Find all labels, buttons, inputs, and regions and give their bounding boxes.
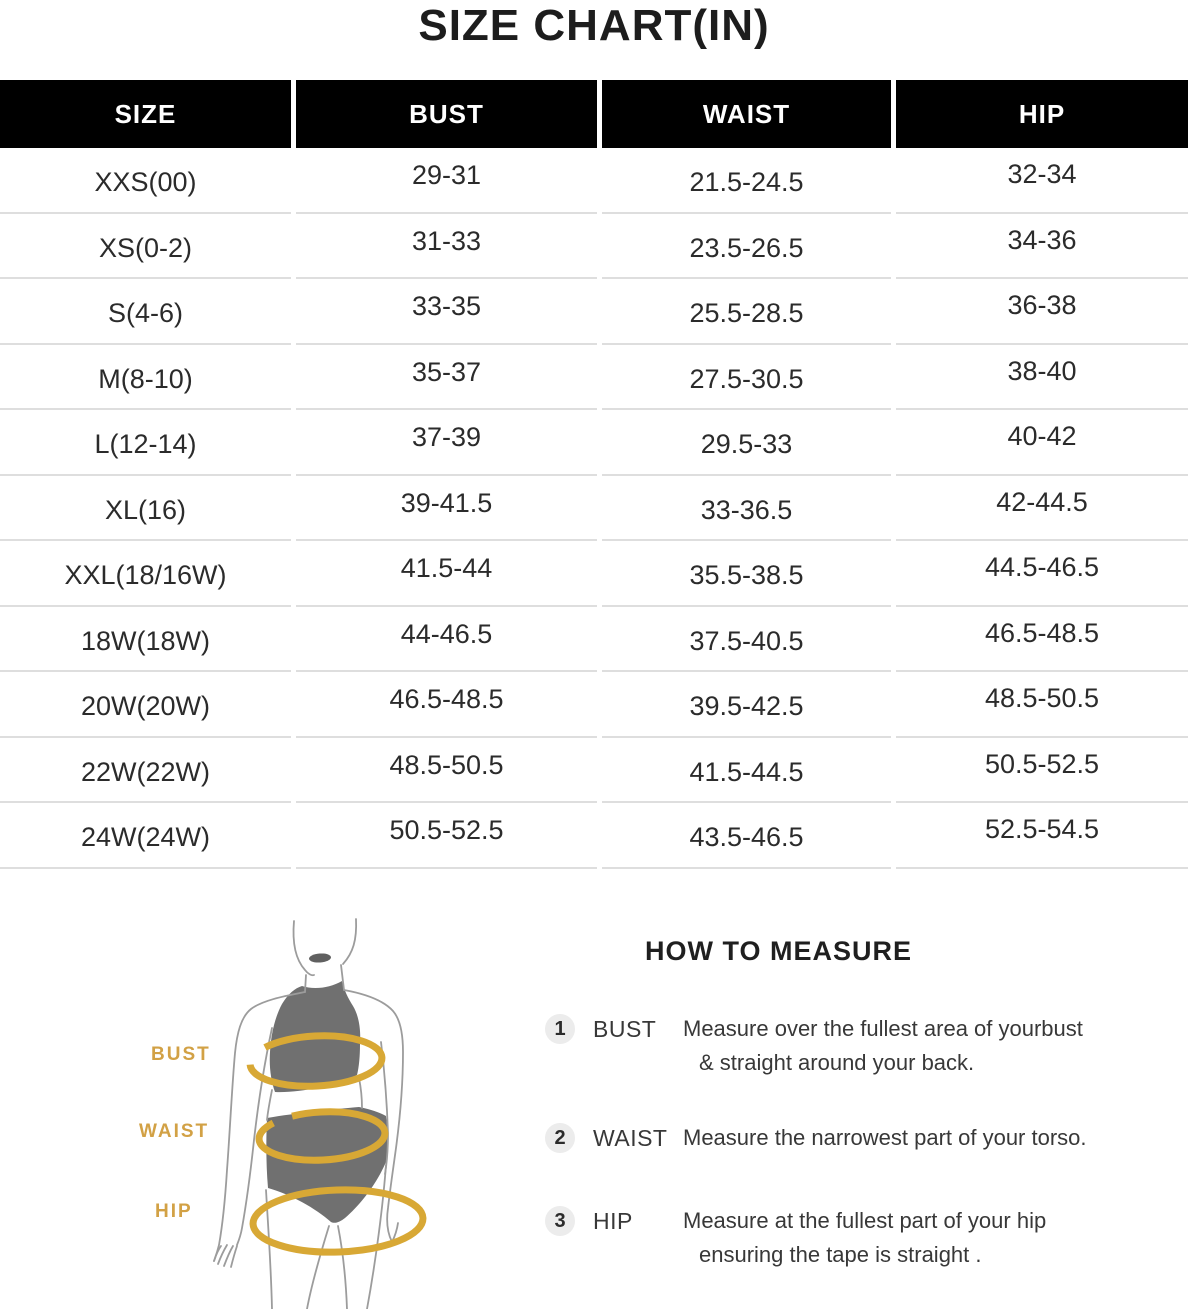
table-row	[0, 803, 1188, 869]
cell-text: 44-46.5	[400, 618, 493, 649]
table-cell	[296, 738, 597, 804]
table-cell	[602, 148, 891, 214]
table-cell	[0, 148, 291, 214]
column-header-size: SIZE	[0, 80, 291, 148]
table-row	[0, 148, 1188, 214]
step-number-badge: 1	[545, 1014, 575, 1044]
table-row	[0, 541, 1188, 607]
table-cell	[896, 672, 1188, 738]
measure-step-description	[683, 1012, 1083, 1080]
cell-text: 21.5-24.5	[689, 167, 804, 198]
table-cell	[296, 476, 597, 542]
table-cell	[896, 279, 1188, 345]
table-cell	[602, 672, 891, 738]
cell-text: XL(16)	[104, 494, 187, 525]
cell-text: XS(0-2)	[98, 232, 193, 263]
description-line: ensuring the tape is straight .	[699, 1242, 982, 1267]
table-row	[0, 279, 1188, 345]
cell-text: 42-44.5	[996, 486, 1088, 517]
cell-text: 29.5-33	[700, 429, 793, 460]
cell-text: 41.5-44.5	[689, 756, 804, 787]
figure-label-hip: HIP	[155, 1201, 193, 1222]
table-cell	[602, 738, 891, 804]
cell-text: 25.5-28.5	[689, 298, 804, 329]
cell-text: 31-33	[411, 225, 482, 256]
table-cell	[0, 803, 291, 869]
description-line: Measure the narrowest part of your torso.	[683, 1125, 1087, 1150]
table-row	[0, 410, 1188, 476]
page-title: SIZE CHART(IN)	[418, 1, 770, 50]
table-cell	[296, 541, 597, 607]
measure-step-description	[683, 1121, 1087, 1155]
table-row	[0, 214, 1188, 280]
cell-text: 24W(24W)	[80, 822, 210, 853]
description-line: & straight around your back.	[699, 1050, 975, 1075]
table-row	[0, 738, 1188, 804]
step-number-badge: 2	[545, 1123, 575, 1153]
table-cell	[0, 214, 291, 280]
size-table-header	[0, 80, 1188, 148]
measure-step-waist	[545, 1121, 1087, 1155]
cell-text: 41.5-44	[400, 553, 493, 584]
size-table-body	[0, 148, 1188, 869]
table-cell	[0, 410, 291, 476]
how-to-measure-heading: HOW TO MEASURE	[645, 936, 913, 966]
cell-text: 33-36.5	[700, 494, 793, 525]
cell-text: S(4-6)	[107, 298, 183, 329]
cell-text: L(12-14)	[94, 429, 197, 460]
cell-text: 23.5-26.5	[689, 232, 804, 263]
measure-step-bust	[545, 1012, 1083, 1080]
figure-label-waist: WAIST	[139, 1121, 210, 1142]
cell-text: 39-41.5	[400, 487, 493, 518]
table-cell	[0, 345, 291, 411]
size-table	[0, 80, 1188, 869]
table-cell	[602, 410, 891, 476]
table-cell	[0, 672, 291, 738]
cell-text: 52.5-54.5	[984, 814, 1100, 845]
measure-step-label: HIP	[593, 1208, 633, 1234]
cell-text: 39.5-42.5	[689, 691, 804, 722]
figure-label-bust: BUST	[151, 1044, 211, 1065]
cell-text: 37-39	[411, 422, 482, 453]
table-cell	[896, 541, 1188, 607]
table-cell	[0, 279, 291, 345]
cell-text: 48.5-50.5	[984, 683, 1100, 714]
table-cell	[602, 279, 891, 345]
table-cell	[296, 279, 597, 345]
cell-text: 43.5-46.5	[689, 822, 804, 853]
cell-text: 35.5-38.5	[689, 560, 804, 591]
description-line: Measure at the fullest part of your hip	[683, 1208, 1047, 1233]
table-cell	[896, 214, 1188, 280]
mouth-shape	[309, 953, 332, 964]
column-header-hip: HIP	[896, 80, 1188, 148]
measure-step-label: BUST	[593, 1016, 657, 1042]
table-cell	[296, 672, 597, 738]
table-cell	[896, 476, 1188, 542]
table-cell	[296, 345, 597, 411]
column-header-bust: BUST	[296, 80, 597, 148]
cell-text: 34-36	[1007, 224, 1077, 255]
cell-text: 48.5-50.5	[389, 749, 504, 780]
cell-text: 50.5-52.5	[389, 815, 504, 846]
table-cell	[602, 803, 891, 869]
table-cell	[602, 345, 891, 411]
cell-text: M(8-10)	[98, 363, 193, 394]
measure-step-hip	[545, 1204, 1046, 1272]
cell-text: 38-40	[1007, 355, 1077, 386]
measure-step-label: WAIST	[593, 1125, 668, 1151]
table-cell	[896, 148, 1188, 214]
bikini-bottom-shape	[266, 1107, 387, 1223]
table-row	[0, 672, 1188, 738]
table-cell	[602, 476, 891, 542]
column-header-waist: WAIST	[602, 80, 891, 148]
cell-text: 46.5-48.5	[389, 684, 504, 715]
table-cell	[296, 214, 597, 280]
table-cell	[896, 607, 1188, 673]
measure-step-description	[683, 1204, 1046, 1272]
table-cell	[896, 803, 1188, 869]
table-cell	[0, 607, 291, 673]
cell-text: 36-38	[1007, 290, 1077, 321]
table-cell	[602, 607, 891, 673]
table-cell	[296, 410, 597, 476]
step-number-badge: 3	[545, 1206, 575, 1236]
cell-text: 22W(22W)	[80, 756, 210, 787]
table-cell	[0, 476, 291, 542]
cell-text: 40-42	[1007, 421, 1077, 452]
table-row	[0, 345, 1188, 411]
table-cell	[0, 738, 291, 804]
cell-text: 20W(20W)	[80, 691, 210, 722]
cell-text: 50.5-52.5	[984, 748, 1100, 779]
table-cell	[296, 803, 597, 869]
table-cell	[296, 607, 597, 673]
table-cell	[896, 738, 1188, 804]
cell-text: 27.5-30.5	[689, 363, 804, 394]
table-row	[0, 607, 1188, 673]
cell-text: 35-37	[411, 356, 482, 387]
table-row	[0, 476, 1188, 542]
cell-text: 46.5-48.5	[984, 617, 1100, 648]
cell-text: XXS(00)	[94, 167, 197, 198]
description-line: Measure over the fullest area of yourbust	[683, 1016, 1083, 1041]
cell-text: 29-31	[411, 160, 482, 191]
cell-text: 33-35	[411, 291, 482, 322]
cell-text: 37.5-40.5	[689, 625, 804, 656]
cell-text: XXL(18/16W)	[64, 560, 227, 591]
cell-text: 32-34	[1007, 159, 1077, 190]
body-measurement-figure	[100, 890, 520, 1309]
cell-text: 18W(18W)	[80, 625, 210, 656]
table-cell	[296, 148, 597, 214]
table-cell	[602, 214, 891, 280]
table-cell	[602, 541, 891, 607]
table-cell	[896, 410, 1188, 476]
cell-text: 44.5-46.5	[984, 552, 1100, 583]
table-cell	[896, 345, 1188, 411]
table-cell	[0, 541, 291, 607]
